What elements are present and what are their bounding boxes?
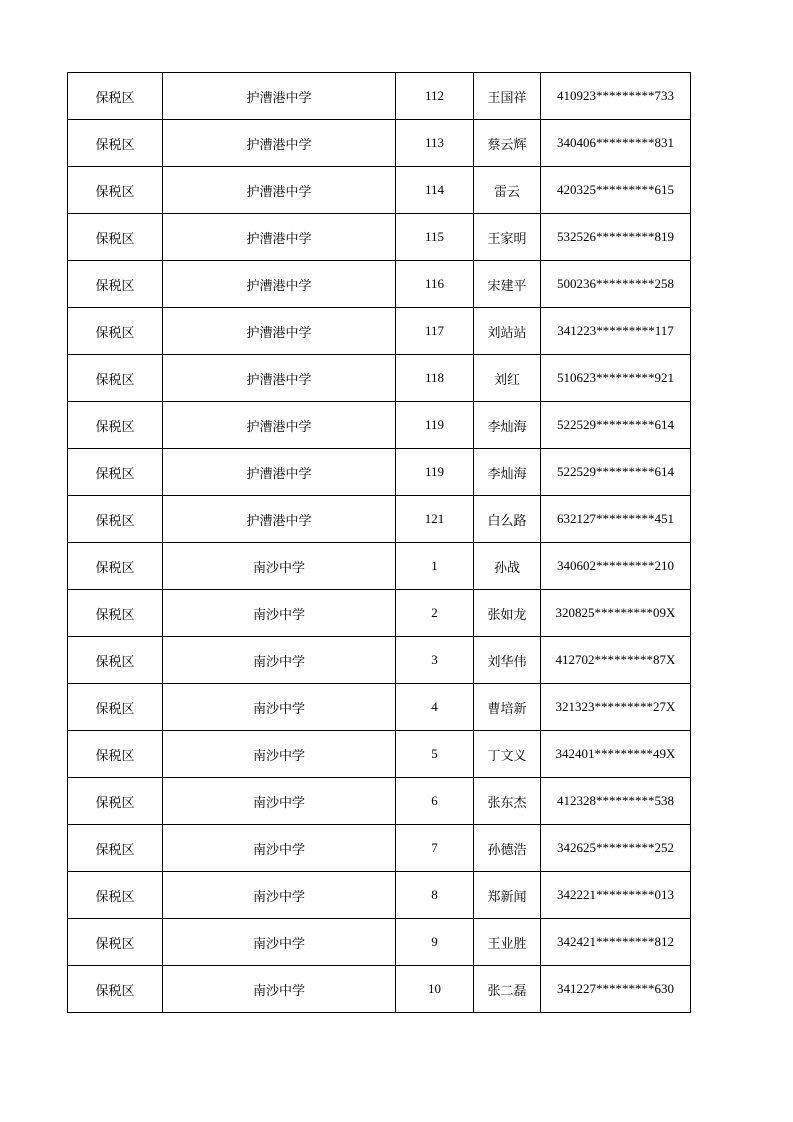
table-row [68, 778, 691, 825]
district-cell: 保税区 [68, 872, 163, 919]
table-row [68, 637, 691, 684]
district-cell: 保税区 [68, 402, 163, 449]
person-name-cell: 张二磊 [474, 966, 541, 1013]
school-cell: 护漕港中学 [163, 449, 396, 496]
school-cell: 南沙中学 [163, 966, 396, 1013]
id-card-cell: 320825*********09X [541, 590, 691, 637]
id-card-cell: 342221*********013 [541, 872, 691, 919]
number-cell: 119 [396, 402, 474, 449]
table-row [68, 872, 691, 919]
person-name-cell: 王家明 [474, 214, 541, 261]
school-cell: 南沙中学 [163, 731, 396, 778]
school-cell: 南沙中学 [163, 590, 396, 637]
person-name-cell: 雷云 [474, 167, 541, 214]
id-card-cell: 321323*********27X [541, 684, 691, 731]
school-cell: 护漕港中学 [163, 120, 396, 167]
school-cell: 护漕港中学 [163, 308, 396, 355]
table-row [68, 120, 691, 167]
person-name-cell: 白么路 [474, 496, 541, 543]
table-row [68, 543, 691, 590]
table-row [68, 496, 691, 543]
table-row [68, 214, 691, 261]
person-name-cell: 郑新闻 [474, 872, 541, 919]
id-card-cell: 510623*********921 [541, 355, 691, 402]
district-cell: 保税区 [68, 167, 163, 214]
number-cell: 10 [396, 966, 474, 1013]
table-row [68, 684, 691, 731]
district-cell: 保税区 [68, 73, 163, 120]
id-card-cell: 341223*********117 [541, 308, 691, 355]
district-cell: 保税区 [68, 214, 163, 261]
school-cell: 南沙中学 [163, 778, 396, 825]
school-cell: 护漕港中学 [163, 355, 396, 402]
district-cell: 保税区 [68, 778, 163, 825]
id-card-cell: 522529*********614 [541, 402, 691, 449]
school-cell: 护漕港中学 [163, 496, 396, 543]
person-name-cell: 蔡云辉 [474, 120, 541, 167]
district-cell: 保税区 [68, 120, 163, 167]
district-cell: 保税区 [68, 919, 163, 966]
district-cell: 保税区 [68, 308, 163, 355]
table-row [68, 167, 691, 214]
table-row [68, 261, 691, 308]
table-row [68, 825, 691, 872]
table-row [68, 402, 691, 449]
id-card-cell: 412702*********87X [541, 637, 691, 684]
number-cell: 119 [396, 449, 474, 496]
school-cell: 护漕港中学 [163, 73, 396, 120]
number-cell: 117 [396, 308, 474, 355]
school-cell: 护漕港中学 [163, 261, 396, 308]
district-cell: 保税区 [68, 637, 163, 684]
id-card-cell: 412328*********538 [541, 778, 691, 825]
person-name-cell: 张东杰 [474, 778, 541, 825]
id-card-cell: 420325*********615 [541, 167, 691, 214]
person-name-cell: 丁文义 [474, 731, 541, 778]
id-card-cell: 532526*********819 [541, 214, 691, 261]
school-cell: 南沙中学 [163, 919, 396, 966]
number-cell: 7 [396, 825, 474, 872]
number-cell: 114 [396, 167, 474, 214]
person-name-cell: 刘站站 [474, 308, 541, 355]
table-row [68, 449, 691, 496]
id-card-cell: 342421*********812 [541, 919, 691, 966]
table-row [68, 355, 691, 402]
id-card-cell: 340602*********210 [541, 543, 691, 590]
number-cell: 1 [396, 543, 474, 590]
district-cell: 保税区 [68, 261, 163, 308]
district-cell: 保税区 [68, 355, 163, 402]
person-name-cell: 曹培新 [474, 684, 541, 731]
table-row [68, 308, 691, 355]
table-row [68, 731, 691, 778]
school-cell: 南沙中学 [163, 825, 396, 872]
school-cell: 护漕港中学 [163, 402, 396, 449]
number-cell: 5 [396, 731, 474, 778]
number-cell: 113 [396, 120, 474, 167]
school-cell: 南沙中学 [163, 543, 396, 590]
table-row [68, 919, 691, 966]
id-card-cell: 410923*********733 [541, 73, 691, 120]
number-cell: 116 [396, 261, 474, 308]
id-card-cell: 342401*********49X [541, 731, 691, 778]
school-cell: 护漕港中学 [163, 167, 396, 214]
id-card-cell: 500236*********258 [541, 261, 691, 308]
district-cell: 保税区 [68, 684, 163, 731]
number-cell: 121 [396, 496, 474, 543]
district-cell: 保税区 [68, 496, 163, 543]
district-cell: 保税区 [68, 449, 163, 496]
number-cell: 8 [396, 872, 474, 919]
district-cell: 保税区 [68, 543, 163, 590]
id-card-cell: 340406*********831 [541, 120, 691, 167]
roster-body [68, 73, 691, 1013]
person-name-cell: 李灿海 [474, 449, 541, 496]
school-cell: 南沙中学 [163, 872, 396, 919]
number-cell: 115 [396, 214, 474, 261]
person-name-cell: 宋建平 [474, 261, 541, 308]
person-name-cell: 刘红 [474, 355, 541, 402]
number-cell: 4 [396, 684, 474, 731]
roster-table [67, 72, 691, 1013]
person-name-cell: 孙战 [474, 543, 541, 590]
district-cell: 保税区 [68, 825, 163, 872]
school-cell: 南沙中学 [163, 684, 396, 731]
number-cell: 6 [396, 778, 474, 825]
district-cell: 保税区 [68, 731, 163, 778]
person-name-cell: 张如龙 [474, 590, 541, 637]
person-name-cell: 孙德浩 [474, 825, 541, 872]
district-cell: 保税区 [68, 590, 163, 637]
number-cell: 9 [396, 919, 474, 966]
table-row [68, 73, 691, 120]
school-cell: 南沙中学 [163, 637, 396, 684]
table-row [68, 590, 691, 637]
district-cell: 保税区 [68, 966, 163, 1013]
number-cell: 2 [396, 590, 474, 637]
person-name-cell: 王业胜 [474, 919, 541, 966]
person-name-cell: 刘华伟 [474, 637, 541, 684]
id-card-cell: 341227*********630 [541, 966, 691, 1013]
number-cell: 118 [396, 355, 474, 402]
person-name-cell: 王国祥 [474, 73, 541, 120]
id-card-cell: 522529*********614 [541, 449, 691, 496]
number-cell: 3 [396, 637, 474, 684]
id-card-cell: 342625*********252 [541, 825, 691, 872]
person-name-cell: 李灿海 [474, 402, 541, 449]
table-row [68, 966, 691, 1013]
school-cell: 护漕港中学 [163, 214, 396, 261]
number-cell: 112 [396, 73, 474, 120]
id-card-cell: 632127*********451 [541, 496, 691, 543]
